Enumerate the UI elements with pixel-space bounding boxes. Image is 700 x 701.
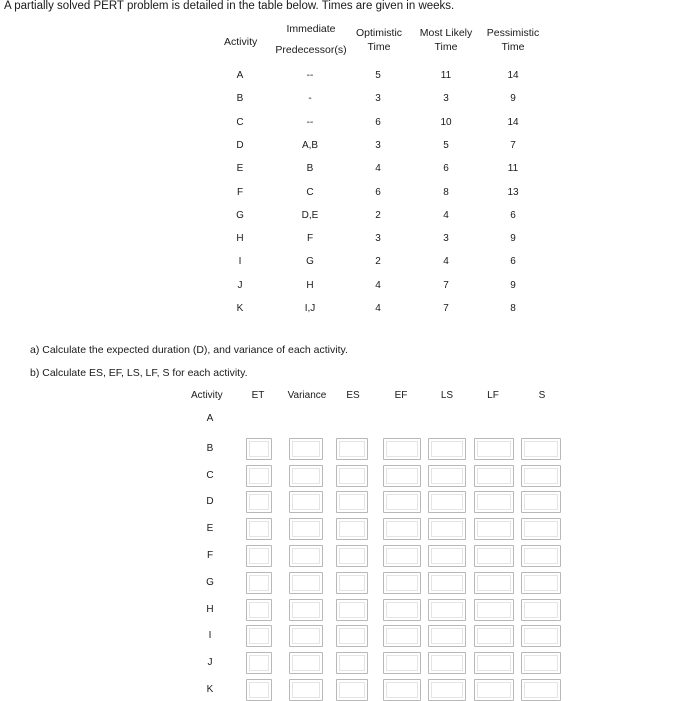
pert-cell-most-likely: 5 <box>443 139 449 151</box>
pert-cell-pessimistic: 14 <box>507 116 519 128</box>
s-answer-box[interactable] <box>521 465 561 487</box>
ef-answer-box[interactable] <box>383 652 421 674</box>
pert-cell-predecessor: B <box>306 163 314 175</box>
pert-cell-pessimistic: 9 <box>510 279 516 291</box>
pert-cell-activity: D <box>236 139 244 151</box>
pert-cell-activity: A <box>236 70 244 81</box>
variance-answer-box[interactable] <box>289 465 323 487</box>
pert-cell-optimistic: 6 <box>375 116 381 128</box>
answer-activity-label: D <box>206 496 214 508</box>
pert-cell-pessimistic: 8 <box>510 303 516 314</box>
pert-cell-most-likely: 7 <box>443 303 449 314</box>
es-answer-box[interactable] <box>336 491 368 513</box>
et-answer-box[interactable] <box>246 465 272 487</box>
pert-cell-predecessor: D,E <box>301 209 319 221</box>
pert-cell-activity: E <box>236 163 244 175</box>
et-answer-box[interactable] <box>246 652 272 674</box>
s-answer-box[interactable] <box>521 545 561 567</box>
pert-cell-pessimistic: 9 <box>510 93 516 105</box>
s-answer-box[interactable] <box>521 679 561 701</box>
pert-cell-predecessor: H <box>306 279 314 291</box>
s-answer-box[interactable] <box>521 652 561 674</box>
ef-answer-box[interactable] <box>383 491 421 513</box>
question-a: a) Calculate the expected duration (D), and variance of each activity. <box>30 344 348 356</box>
ef-answer-box[interactable] <box>383 625 421 647</box>
s-answer-box[interactable] <box>521 599 561 621</box>
pert-cell-activity: G <box>236 209 244 221</box>
s-answer-box[interactable] <box>521 491 561 513</box>
variance-answer-box[interactable] <box>289 599 323 621</box>
answer-header-ef: EF <box>394 390 408 401</box>
pert-cell-activity: K <box>236 303 244 314</box>
pert-cell-optimistic: 5 <box>375 70 381 81</box>
es-answer-box[interactable] <box>336 465 368 487</box>
answer-activity-label: E <box>206 523 214 535</box>
answer-header-variance: Variance <box>287 390 327 401</box>
answer-header-activity: Activity <box>191 390 223 401</box>
ef-answer-box[interactable] <box>383 438 421 460</box>
pert-cell-most-likely: 3 <box>443 233 449 245</box>
et-answer-box[interactable] <box>246 679 272 701</box>
pert-cell-activity: H <box>236 233 244 245</box>
variance-answer-box[interactable] <box>289 652 323 674</box>
answer-activity-label: B <box>206 442 214 454</box>
ls-answer-box[interactable] <box>428 599 466 621</box>
ls-answer-box[interactable] <box>428 545 466 567</box>
pert-cell-predecessor: -- <box>306 116 314 128</box>
pert-header-optimistic <box>350 26 408 54</box>
answer-activity-label: J <box>207 657 213 669</box>
pert-header-most-likely <box>414 26 478 54</box>
et-answer-box[interactable] <box>246 599 272 621</box>
lf-answer-box[interactable] <box>474 679 514 701</box>
pert-cell-pessimistic: 9 <box>510 233 516 245</box>
et-answer-box[interactable] <box>246 545 272 567</box>
lf-answer-box[interactable] <box>474 545 514 567</box>
pert-header-predecessor-line1: Immediate <box>286 23 336 35</box>
es-answer-box[interactable] <box>336 625 368 647</box>
variance-answer-box[interactable] <box>289 679 323 701</box>
ef-answer-box[interactable] <box>383 545 421 567</box>
pert-cell-pessimistic: 6 <box>510 256 516 268</box>
pert-cell-most-likely: 10 <box>440 116 452 128</box>
answer-activity-label: F <box>206 550 214 561</box>
pert-header-pessimistic-line2: Time <box>501 41 525 53</box>
variance-answer-box[interactable] <box>289 491 323 513</box>
pert-cell-most-likely: 11 <box>440 70 452 81</box>
answer-header-ls: LS <box>440 390 454 401</box>
lf-answer-box[interactable] <box>474 572 514 594</box>
et-answer-box[interactable] <box>246 572 272 594</box>
ls-answer-box[interactable] <box>428 518 466 540</box>
pert-cell-predecessor: -- <box>306 70 314 81</box>
pert-cell-activity: F <box>236 186 244 198</box>
pert-cell-most-likely: 4 <box>443 256 449 268</box>
ls-answer-box[interactable] <box>428 491 466 513</box>
intro-text: A partially solved PERT problem is detailed in the table below. Times are given in weeks. <box>4 0 455 12</box>
et-answer-box[interactable] <box>246 625 272 647</box>
pert-cell-most-likely: 4 <box>443 209 449 221</box>
pert-cell-optimistic: 3 <box>375 93 381 105</box>
lf-answer-box[interactable] <box>474 599 514 621</box>
answer-header-s: S <box>538 390 546 401</box>
lf-answer-box[interactable] <box>474 652 514 674</box>
pert-cell-predecessor: I,J <box>304 303 316 314</box>
answer-activity-label: C <box>206 469 214 481</box>
pert-header-most-likely-line1: Most Likely <box>419 27 473 39</box>
pert-cell-predecessor: C <box>306 186 314 198</box>
lf-answer-box[interactable] <box>474 438 514 460</box>
pert-cell-optimistic: 3 <box>375 233 381 245</box>
pert-cell-predecessor: - <box>308 93 312 105</box>
pert-cell-most-likely: 7 <box>443 279 449 291</box>
answer-activity-label: H <box>206 603 214 615</box>
pert-header-predecessor-line2: Predecessor(s) <box>275 44 347 56</box>
ef-answer-box[interactable] <box>383 518 421 540</box>
ef-answer-box[interactable] <box>383 465 421 487</box>
es-answer-box[interactable] <box>336 679 368 701</box>
pert-cell-pessimistic: 13 <box>507 186 519 198</box>
lf-answer-box[interactable] <box>474 625 514 647</box>
pert-header-pessimistic-line1: Pessimistic <box>486 27 540 39</box>
answer-activity-label: K <box>206 684 214 695</box>
es-answer-box[interactable] <box>336 599 368 621</box>
ef-answer-box[interactable] <box>383 572 421 594</box>
pert-cell-predecessor: F <box>306 233 314 245</box>
lf-answer-box[interactable] <box>474 465 514 487</box>
s-answer-box[interactable] <box>521 572 561 594</box>
pert-cell-most-likely: 8 <box>443 186 449 198</box>
pert-cell-optimistic: 2 <box>375 209 381 221</box>
pert-cell-pessimistic: 7 <box>510 139 516 151</box>
pert-header-pessimistic <box>482 26 544 54</box>
pert-cell-optimistic: 4 <box>375 279 381 291</box>
pert-cell-pessimistic: 14 <box>507 70 519 81</box>
pert-cell-most-likely: 6 <box>443 163 449 175</box>
pert-cell-optimistic: 2 <box>375 256 381 268</box>
es-answer-box[interactable] <box>336 545 368 567</box>
ls-answer-box[interactable] <box>428 465 466 487</box>
lf-answer-box[interactable] <box>474 518 514 540</box>
pert-cell-pessimistic: 6 <box>510 209 516 221</box>
pert-cell-optimistic: 3 <box>375 139 381 151</box>
pert-cell-activity: B <box>236 93 244 105</box>
ls-answer-box[interactable] <box>428 652 466 674</box>
answer-header-es: ES <box>346 390 360 401</box>
es-answer-box[interactable] <box>336 572 368 594</box>
variance-answer-box[interactable] <box>289 572 323 594</box>
variance-answer-box[interactable] <box>289 518 323 540</box>
et-answer-box[interactable] <box>246 518 272 540</box>
question-b: b) Calculate ES, EF, LS, LF, S for each activity. <box>30 367 248 379</box>
s-answer-box[interactable] <box>521 518 561 540</box>
pert-cell-predecessor: G <box>306 256 314 268</box>
s-answer-box[interactable] <box>521 438 561 460</box>
pert-cell-pessimistic: 11 <box>507 163 519 175</box>
pert-header-optimistic-line1: Optimistic <box>355 27 403 39</box>
ef-answer-box[interactable] <box>383 679 421 701</box>
pert-header-most-likely-line2: Time <box>434 41 458 53</box>
es-answer-box[interactable] <box>336 438 368 460</box>
pert-cell-most-likely: 3 <box>443 93 449 105</box>
s-answer-box[interactable] <box>521 625 561 647</box>
ls-answer-box[interactable] <box>428 438 466 460</box>
pert-header-predecessor <box>272 22 350 57</box>
pert-cell-optimistic: 4 <box>375 303 381 314</box>
pert-cell-activity: C <box>236 116 244 128</box>
variance-answer-box[interactable] <box>289 438 323 460</box>
answer-activity-label: A <box>206 413 214 424</box>
lf-answer-box[interactable] <box>474 491 514 513</box>
variance-answer-box[interactable] <box>289 545 323 567</box>
ls-answer-box[interactable] <box>428 572 466 594</box>
pert-header-optimistic-line2: Time <box>367 41 391 53</box>
pert-cell-optimistic: 4 <box>375 163 381 175</box>
answer-activity-label: G <box>206 576 214 588</box>
pert-cell-optimistic: 6 <box>375 186 381 198</box>
ls-answer-box[interactable] <box>428 679 466 701</box>
et-answer-box[interactable] <box>246 491 272 513</box>
pert-header-activity: Activity <box>224 36 258 48</box>
es-answer-box[interactable] <box>336 518 368 540</box>
answer-activity-label: I <box>208 630 212 642</box>
answer-header-lf: LF <box>487 390 499 401</box>
pert-cell-activity: I <box>238 256 242 268</box>
pert-cell-activity: J <box>237 279 243 291</box>
variance-answer-box[interactable] <box>289 625 323 647</box>
pert-cell-predecessor: A,B <box>301 139 319 151</box>
es-answer-box[interactable] <box>336 652 368 674</box>
ef-answer-box[interactable] <box>383 599 421 621</box>
et-answer-box[interactable] <box>246 438 272 460</box>
ls-answer-box[interactable] <box>428 625 466 647</box>
answer-header-et: ET <box>251 390 265 401</box>
